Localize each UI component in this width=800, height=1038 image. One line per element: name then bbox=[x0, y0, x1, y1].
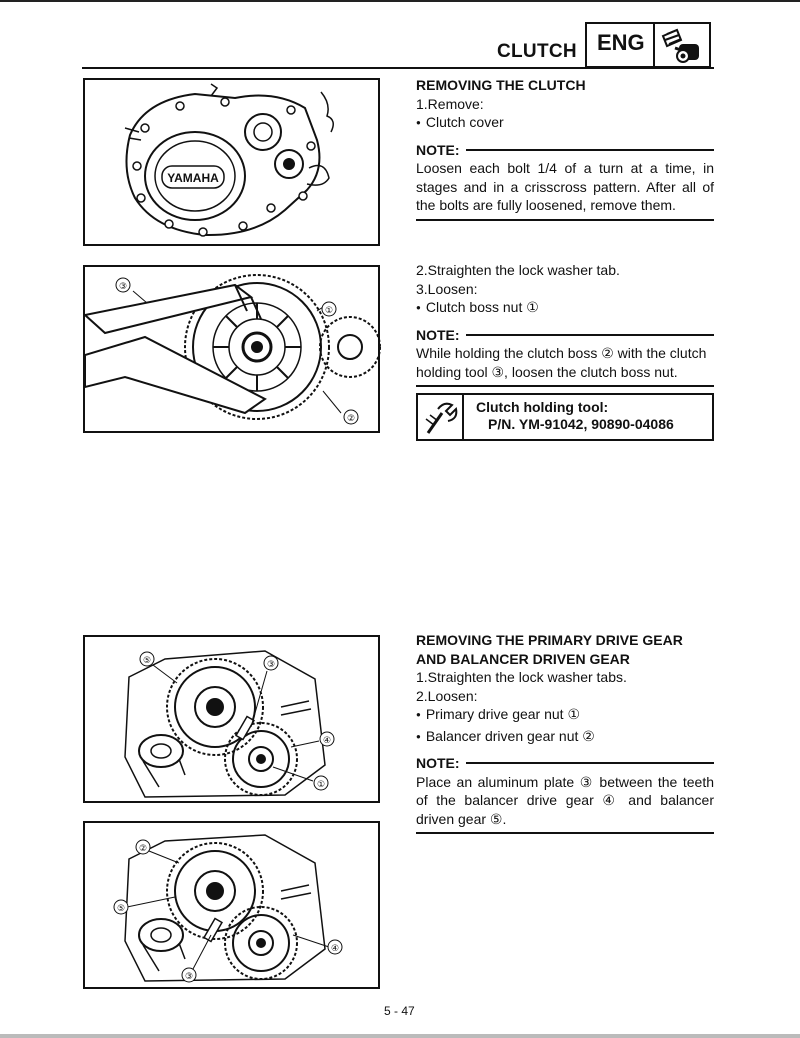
special-tool-box bbox=[416, 393, 714, 441]
note-header bbox=[416, 141, 714, 160]
section-badge bbox=[585, 22, 711, 68]
balancer-gear-illustration bbox=[85, 823, 382, 991]
figure-balancer-gear bbox=[83, 821, 380, 989]
yamaha-logo-text: YAMAHA bbox=[167, 171, 219, 185]
section-title: CLUTCH bbox=[497, 41, 577, 62]
note-rule bbox=[466, 334, 714, 336]
header-rule bbox=[82, 67, 714, 69]
callout-2: ② bbox=[138, 844, 148, 854]
clutch-boss-holding-tool-illustration bbox=[85, 267, 382, 435]
bottom-border bbox=[0, 1034, 800, 1038]
callout-3: ③ bbox=[184, 972, 194, 982]
bullet-clutch-boss-nut: ● Clutch boss nut ① bbox=[416, 298, 714, 320]
step-2: 2.Straighten the lock washer tab. bbox=[416, 262, 620, 278]
callout-5: ⑤ bbox=[116, 904, 126, 914]
note-label: NOTE: bbox=[416, 326, 460, 343]
primary-drive-gear-illustration bbox=[85, 637, 382, 805]
step-1: 1.Remove: bbox=[416, 95, 484, 112]
note-label: NOTE: bbox=[416, 141, 460, 158]
clutch-cover-illustration bbox=[85, 80, 382, 248]
tool-part-number: P/N. YM-91042, 90890-04086 bbox=[488, 416, 674, 432]
note-header bbox=[416, 754, 714, 773]
figure-clutch-cover bbox=[83, 78, 380, 246]
note-header bbox=[416, 326, 714, 345]
callout-2: ② bbox=[346, 414, 356, 424]
top-border bbox=[0, 0, 800, 2]
note-text: Place an aluminum plate ③ between the teeth of the balancer drive gear ④ and balancer driven gear ⑤. bbox=[416, 773, 714, 827]
callout-1: ① bbox=[324, 306, 334, 316]
section-removing-clutch bbox=[416, 76, 714, 221]
note-rule bbox=[466, 149, 714, 151]
note-text: While holding the clutch boss ② with the clutch holding tool ③, loosen the clutch boss nut. bbox=[416, 345, 707, 380]
section-heading-line1: REMOVING THE PRIMARY DRIVE GEAR bbox=[416, 632, 683, 648]
bullet-primary-drive-gear-nut: ● Primary drive gear nut ① bbox=[416, 705, 714, 727]
wrench-icon bbox=[424, 399, 458, 437]
step-1: 1.Straighten the lock washer tabs. bbox=[416, 669, 627, 685]
callout-3: ③ bbox=[266, 660, 276, 670]
note-end-rule bbox=[416, 832, 714, 834]
note-text: Loosen each bolt 1/4 of a turn at a time, in stages and in a crisscross pattern. After all of the bolts are fully loosened, remove them. bbox=[416, 160, 714, 213]
section-heading: REMOVING THE CLUTCH bbox=[416, 77, 586, 93]
engine-icon bbox=[657, 26, 709, 66]
note-end-rule bbox=[416, 385, 714, 387]
bullet-clutch-cover: ● Clutch cover bbox=[416, 113, 714, 135]
badge-divider bbox=[653, 24, 655, 66]
callout-3: ③ bbox=[118, 282, 128, 292]
tool-info bbox=[476, 399, 674, 433]
figure-primary-drive-gear bbox=[83, 635, 380, 803]
note-rule bbox=[466, 762, 714, 764]
callout-4: ④ bbox=[322, 736, 332, 746]
bullet-balancer-driven-gear-nut: ● Balancer driven gear nut ② bbox=[416, 727, 714, 749]
section-primary-drive-gear bbox=[416, 631, 714, 834]
section-code: ENG bbox=[597, 30, 645, 55]
tool-title: Clutch holding tool: bbox=[476, 399, 609, 415]
tool-box-divider bbox=[462, 395, 464, 439]
section-heading-line2: AND BALANCER DRIVEN GEAR bbox=[416, 650, 630, 667]
note-label: NOTE: bbox=[416, 755, 460, 771]
callout-5: ⑤ bbox=[142, 656, 152, 666]
section-clutch-boss-nut bbox=[416, 261, 714, 387]
note-end-rule bbox=[416, 219, 714, 221]
page-number: 5 - 47 bbox=[384, 1004, 415, 1018]
step-2: 2.Loosen: bbox=[416, 687, 478, 704]
callout-1: ① bbox=[316, 780, 326, 790]
figure-clutch-boss bbox=[83, 265, 380, 433]
callout-4: ④ bbox=[330, 944, 340, 954]
step-3: 3.Loosen: bbox=[416, 280, 478, 297]
